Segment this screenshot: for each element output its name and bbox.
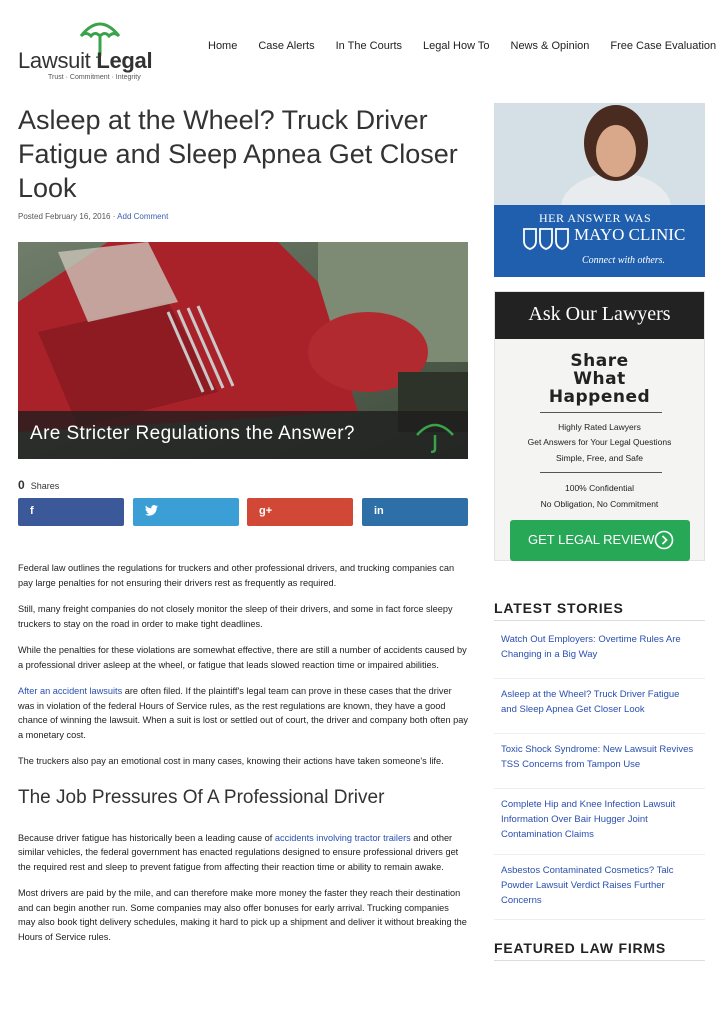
add-comment-link[interactable]: Add Comment <box>117 212 169 221</box>
paragraph: Most drivers are paid by the mile, and can therefore make more money the faster they reach their destination and can begin another run. Some companies may also offer bonuses for early arrival. Trucking companies may also book tight delivery schedules, making it hard to pick up a shipment and deliver it without breaking the Hours of Service rules. <box>18 888 467 942</box>
ad-line-2: MAYO CLINIC <box>574 225 686 244</box>
latest-stories-list <box>494 624 705 920</box>
watermark-umbrella-icon <box>413 417 457 453</box>
story-link[interactable]: Complete Hip and Knee Infection Lawsuit Information Over Bair Hugger Joint Contamination Claims <box>501 799 676 840</box>
nav-case-alerts[interactable]: Case Alerts <box>258 40 315 52</box>
googleplus-icon: g+ <box>259 505 273 517</box>
ask-line-5: No Obligation, No Commitment <box>540 499 659 509</box>
logo-tagline: Trust · Commitment · Integrity <box>48 74 141 81</box>
list-item <box>494 734 705 789</box>
paragraph: Because driver fatigue has historically been a leading cause of accidents involving tractor trailers and other similar vehicles, the federal government has enacted regulations designed to ensure professional drivers get the required rest and sleep to prevent fatigue from affecting their reaction time or ability to remain awake. <box>18 832 459 872</box>
paragraph: The truckers also pay an emotional cost in many cases, knowing their actions have taken someone's life. <box>18 756 444 766</box>
logo-wordmark: Lawsuit Legal <box>18 48 153 73</box>
story-link[interactable]: Watch Out Employers: Overtime Rules Are Changing in a Big Way <box>501 634 681 660</box>
ad-line-3: Connect with others. <box>582 255 666 266</box>
ask-line-2: Get Answers for Your Legal Questions <box>527 437 672 447</box>
nav-home[interactable]: Home <box>208 40 238 52</box>
article-meta <box>18 212 168 221</box>
list-item <box>494 789 705 855</box>
paragraph: While the penalties for these violations are somewhat effective, there are still a number of accidents caused by a professional driver asleep at the wheel, or fatigue that leads slowed reaction time or impaired abilities. <box>18 645 467 670</box>
chevron-right-circle-icon <box>654 530 674 550</box>
story-link[interactable]: Asleep at the Wheel? Truck Driver Fatigue and Sleep Apnea Get Closer Look <box>501 689 680 715</box>
linkedin-share-button[interactable] <box>362 498 468 526</box>
twitter-icon <box>145 505 158 516</box>
nav-news-opinion[interactable]: News & Opinion <box>510 40 590 52</box>
ask-line-4: 100% Confidential <box>565 483 634 493</box>
section-heading: The Job Pressures Of A Professional Driver <box>18 786 385 808</box>
divider <box>494 960 705 961</box>
mayo-shield-icon <box>520 227 572 251</box>
ad-band <box>494 205 705 277</box>
ask-line-3: Simple, Free, and Safe <box>556 453 643 463</box>
site-logo[interactable] <box>18 14 178 84</box>
googleplus-share-button[interactable] <box>247 498 353 526</box>
facebook-share-button[interactable] <box>18 498 124 526</box>
story-link[interactable]: Asbestos Contaminated Cosmetics? Talc Powder Lawsuit Verdict Raises Further Concerns <box>501 865 674 906</box>
list-item <box>494 855 705 920</box>
paragraph: After an accident lawsuits are often filed. If the plaintiff's legal team can prove in these cases that the driver was in violation of the federal Hours of Service rules, as the rest regulations are known, they have a good chance of winning the lawsuit. When a suit is lost or settled out of court, the driver and company both often pay a monetary cost. <box>18 686 468 740</box>
paragraph: Still, many freight companies do not closely monitor the sleep of their drivers, and some in fact force sleepy truckers to stay on the road in order to make tight deadlines. <box>18 604 453 629</box>
paragraph: Federal law outlines the regulations for truckers and other professional drivers, and trucking companies can pay large penalties for not ensuring their drivers rest as frequently as required. <box>18 563 455 588</box>
nav-in-the-courts[interactable]: In The Courts <box>335 40 403 52</box>
divider <box>540 412 662 413</box>
latest-stories-heading: LATEST STORIES <box>494 600 624 616</box>
article-title: Asleep at the Wheel? Truck Driver Fatigue and Sleep Apnea Get Closer Look <box>18 105 458 203</box>
post-date: Posted February 16, 2016 · <box>18 212 118 221</box>
nav-legal-how-to[interactable]: Legal How To <box>423 40 490 52</box>
divider <box>494 620 705 621</box>
featured-law-firms-heading: FEATURED LAW FIRMS <box>494 940 667 956</box>
list-item <box>494 679 705 734</box>
mayo-clinic-ad[interactable] <box>494 103 705 277</box>
share-buttons <box>18 498 468 526</box>
hero-image <box>18 242 468 459</box>
share-what-happened: Share What Happened <box>548 351 651 407</box>
get-legal-review-label: GET LEGAL REVIEW <box>528 532 655 547</box>
hero-caption <box>18 411 468 459</box>
ask-lawyers-widget <box>494 291 705 561</box>
share-count: 0 Shares <box>18 478 60 492</box>
twitter-share-button[interactable] <box>133 498 239 526</box>
story-link[interactable]: Toxic Shock Syndrome: New Lawsuit Revives TSS Concerns from Tampon Use <box>501 744 694 770</box>
ad-line-1: HER ANSWER WAS <box>539 211 652 225</box>
accident-lawsuits-link[interactable]: After an accident lawsuits <box>18 686 123 696</box>
linkedin-icon: in <box>374 505 384 517</box>
list-item <box>494 624 705 679</box>
hero-caption-text: Are Stricter Regulations the Answer? <box>30 423 355 444</box>
main-nav <box>208 40 716 52</box>
divider <box>540 472 662 473</box>
ask-line-1: Highly Rated Lawyers <box>558 422 641 432</box>
facebook-icon: f <box>30 505 34 517</box>
get-legal-review-button[interactable] <box>510 520 690 561</box>
ask-heading: Ask Our Lawyers <box>495 292 704 339</box>
article-body <box>18 561 468 956</box>
ad-portrait-image <box>494 103 705 205</box>
tractor-trailer-accidents-link[interactable]: accidents involving tractor trailers <box>274 832 411 843</box>
nav-free-case-evaluation[interactable]: Free Case Evaluation <box>610 40 717 52</box>
